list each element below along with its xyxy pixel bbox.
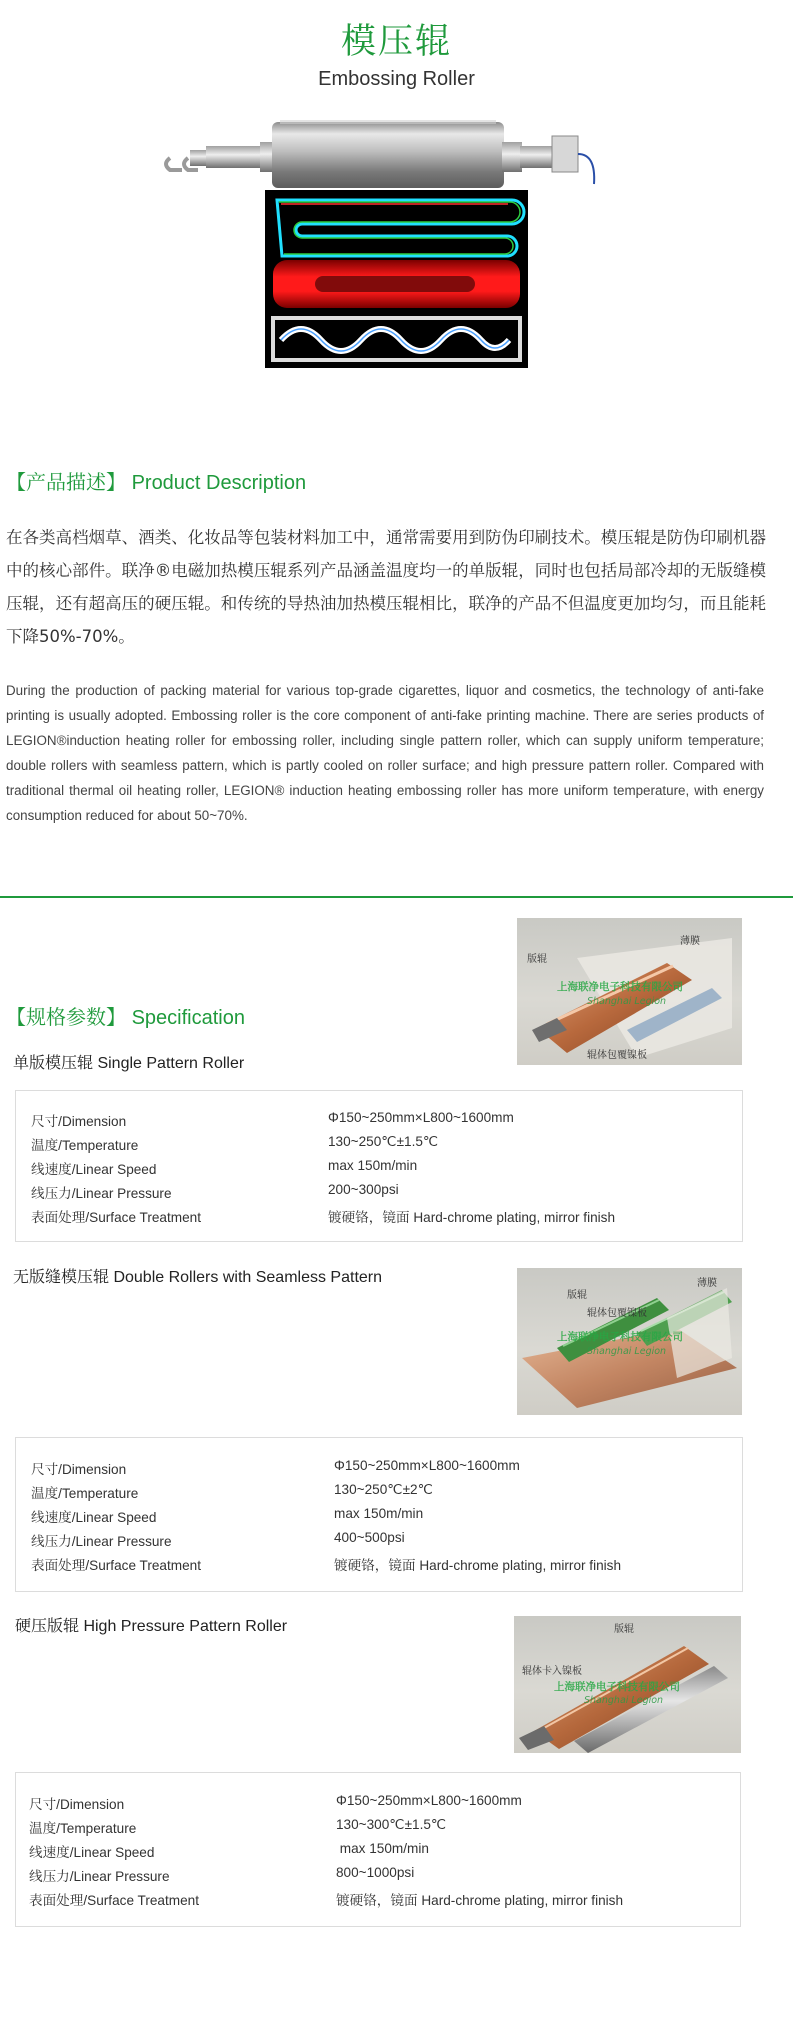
spec-value: 130~250℃±2℃ bbox=[334, 1482, 433, 1497]
spec-value: 130~300℃±1.5℃ bbox=[336, 1817, 447, 1832]
specification-heading-en: Specification bbox=[131, 1007, 245, 1029]
description-heading-cn: 【产品描述】 bbox=[6, 472, 126, 494]
spec-label: 表面处理/Surface Treatment bbox=[31, 1558, 201, 1573]
spec-value: max 150m/min bbox=[328, 1158, 418, 1173]
spec-value: 800~1000psi bbox=[336, 1865, 415, 1880]
spec-label: 线速度/Linear Speed bbox=[31, 1162, 157, 1177]
spec-label: 温度/Temperature bbox=[29, 1821, 137, 1836]
spec-value: Φ150~250mm×L800~1600mm bbox=[334, 1458, 520, 1473]
high-pressure-roller-photo bbox=[514, 1616, 741, 1753]
photo3-label-roller: 版辊 bbox=[614, 1624, 634, 1635]
spec-label: 线压力/Linear Pressure bbox=[31, 1186, 172, 1201]
photo1-label-nickel: 辊体包覆镍板 bbox=[587, 1050, 647, 1061]
spec-label: 线速度/Linear Speed bbox=[29, 1845, 155, 1860]
double-rollers-photo bbox=[517, 1268, 742, 1415]
photo2-label-film: 薄膜 bbox=[697, 1278, 717, 1289]
photo1-watermark-en: Shanghai Legion bbox=[587, 996, 667, 1007]
photo2-watermark-en: Shanghai Legion bbox=[587, 1346, 667, 1357]
spec-label: 尺寸/Dimension bbox=[29, 1797, 125, 1812]
specification-heading bbox=[6, 1001, 245, 1030]
single-pattern-roller-photo bbox=[517, 918, 742, 1065]
photo1-label-film: 薄膜 bbox=[680, 936, 700, 947]
description-text-cn: 在各类高档烟草、酒类、化妆品等包装材料加工中，通常需要用到防伪印刷技术。模压辊是防伪印刷机器中的核心部件。联净®电磁加热模压辊系列产品涵盖温度均一的单版辊，同时也包括局部冷却的无版缝模压辊，还有超高压的硬压辊。和传统的导热油加热模压辊相比，联净的产品不但温度更加均匀，而且能耗下降50%-70%。 bbox=[6, 528, 766, 646]
photo3-label-nickel: 辊体卡入镍板 bbox=[522, 1666, 582, 1677]
spec-value: 镀硬铬，镜面 Hard-chrome plating, mirror finish bbox=[336, 1893, 624, 1908]
spec-label: 温度/Temperature bbox=[31, 1138, 139, 1153]
spec-value: Φ150~250mm×L800~1600mm bbox=[328, 1110, 514, 1125]
spec-label: 温度/Temperature bbox=[31, 1486, 139, 1501]
photo3-watermark-en: Shanghai Legion bbox=[584, 1695, 664, 1706]
spec-value: max 150m/min bbox=[334, 1506, 424, 1521]
spec-value: 镀硬铬，镜面 Hard-chrome plating, mirror finish bbox=[334, 1558, 622, 1573]
spec-value: 镀硬铬，镜面 Hard-chrome plating, mirror finish bbox=[328, 1210, 616, 1225]
photo1-label-roller: 版辊 bbox=[527, 954, 547, 965]
specification-heading-cn: 【规格参数】 bbox=[6, 1007, 126, 1029]
description-text-en: During the production of packing material for various top-grade cigarettes, liquor and cosmetics, the technology of anti-fake printing is usually adopted. Embossing roller is the core component of anti-fake printing machine. There are series products of LEGION®induction heating roller for embossing roller, including single pattern roller, which can supply uniform temperature; double rollers with seamless pattern, which is partly cooled on roller surface; and high pressure pattern roller. Compared with traditional thermal oil heating roller, LEGION® induction heating embossing roller has more uniform temperature, with energy consumption reduced for about 50~70%. bbox=[6, 683, 764, 823]
spec-value: 130~250℃±1.5℃ bbox=[328, 1134, 439, 1149]
high-pressure-roller-spec-table bbox=[15, 1772, 741, 1927]
embossing-roller-image bbox=[160, 116, 600, 194]
spec-label: 尺寸/Dimension bbox=[31, 1462, 127, 1477]
single-pattern-roller-title: 单版模压辊 Single Pattern Roller bbox=[13, 1055, 245, 1072]
description-heading-en: Product Description bbox=[131, 472, 307, 494]
section-divider bbox=[0, 896, 793, 898]
product-description-heading bbox=[6, 466, 306, 495]
spec-label: 表面处理/Surface Treatment bbox=[31, 1210, 201, 1225]
spec-label: 表面处理/Surface Treatment bbox=[29, 1893, 199, 1908]
spec-label: 线压力/Linear Pressure bbox=[31, 1534, 172, 1549]
double-rollers-spec-table bbox=[15, 1437, 743, 1592]
high-pressure-roller-title: 硬压版辊 High Pressure Pattern Roller bbox=[15, 1618, 288, 1635]
page-title-cn: 模压辊 bbox=[340, 22, 452, 62]
spec-value: max 150m/min bbox=[336, 1841, 429, 1856]
photo3-watermark-cn: 上海联净电子科技有限公司 bbox=[554, 1681, 680, 1693]
spec-label: 线压力/Linear Pressure bbox=[29, 1869, 170, 1884]
spec-label: 线速度/Linear Speed bbox=[31, 1510, 157, 1525]
single-pattern-roller-spec-table bbox=[15, 1090, 743, 1242]
spec-label: 尺寸/Dimension bbox=[31, 1114, 127, 1129]
heat-distribution-image bbox=[265, 190, 528, 368]
page-title-en: Embossing Roller bbox=[318, 68, 475, 90]
spec-value: 200~300psi bbox=[328, 1182, 399, 1197]
photo1-watermark-cn: 上海联净电子科技有限公司 bbox=[557, 981, 683, 993]
photo2-watermark-cn: 上海联净电子科技有限公司 bbox=[557, 1331, 683, 1343]
photo2-label-nickel: 辊体包覆镍板 bbox=[587, 1308, 647, 1319]
photo2-label-roller: 版辊 bbox=[567, 1290, 587, 1301]
spec-value: Φ150~250mm×L800~1600mm bbox=[336, 1793, 522, 1808]
double-rollers-title: 无版缝模压辊 Double Rollers with Seamless Pattern bbox=[13, 1269, 383, 1286]
spec-value: 400~500psi bbox=[334, 1530, 405, 1545]
